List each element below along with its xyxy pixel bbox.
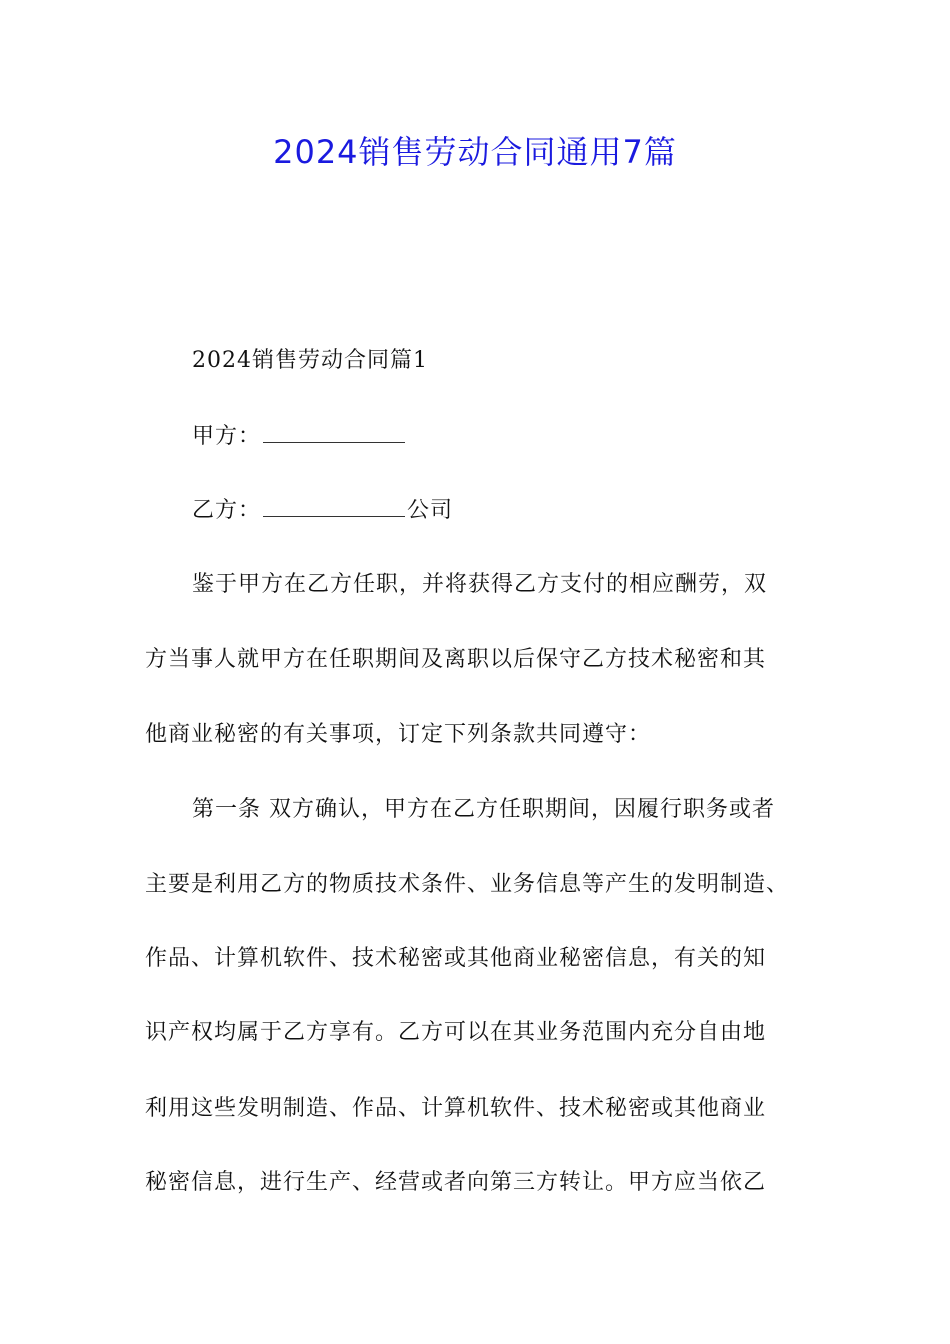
- party-b-label: 乙方：: [192, 498, 262, 523]
- paragraph-line: 第一条 双方确认，甲方在乙方任职期间，因履行职务或者: [192, 797, 775, 822]
- paragraph-line: 利用这些发明制造、作品、计算机软件、技术秘密或其他商业: [145, 1096, 767, 1121]
- paragraph-line: 作品、计算机软件、技术秘密或其他商业秘密信息，有关的知: [145, 946, 767, 971]
- party-a-blank: [263, 424, 405, 443]
- paragraph-line: 主要是利用乙方的物质技术条件、业务信息等产生的发明制造、: [145, 872, 790, 897]
- party-a-line: [192, 422, 407, 452]
- section-heading: 2024销售劳动合同篇1: [192, 348, 428, 373]
- party-b-blank: [263, 498, 405, 517]
- paragraph-line: 秘密信息，进行生产、经营或者向第三方转让。甲方应当依乙: [145, 1170, 767, 1195]
- paragraph-line: 识产权均属于乙方享有。乙方可以在其业务范围内充分自由地: [145, 1020, 767, 1045]
- party-a-label: 甲方：: [192, 424, 262, 449]
- paragraph-line: 鉴于甲方在乙方任职，并将获得乙方支付的相应酬劳，双: [192, 572, 768, 597]
- paragraph-line: 他商业秘密的有关事项，订定下列条款共同遵守：: [145, 722, 652, 747]
- party-b-line: [192, 496, 453, 526]
- party-b-suffix: 公司: [407, 498, 454, 523]
- document-title: 2024销售劳动合同通用7篇: [273, 133, 677, 171]
- paragraph-line: 方当事人就甲方在任职期间及离职以后保守乙方技术秘密和其: [145, 647, 767, 672]
